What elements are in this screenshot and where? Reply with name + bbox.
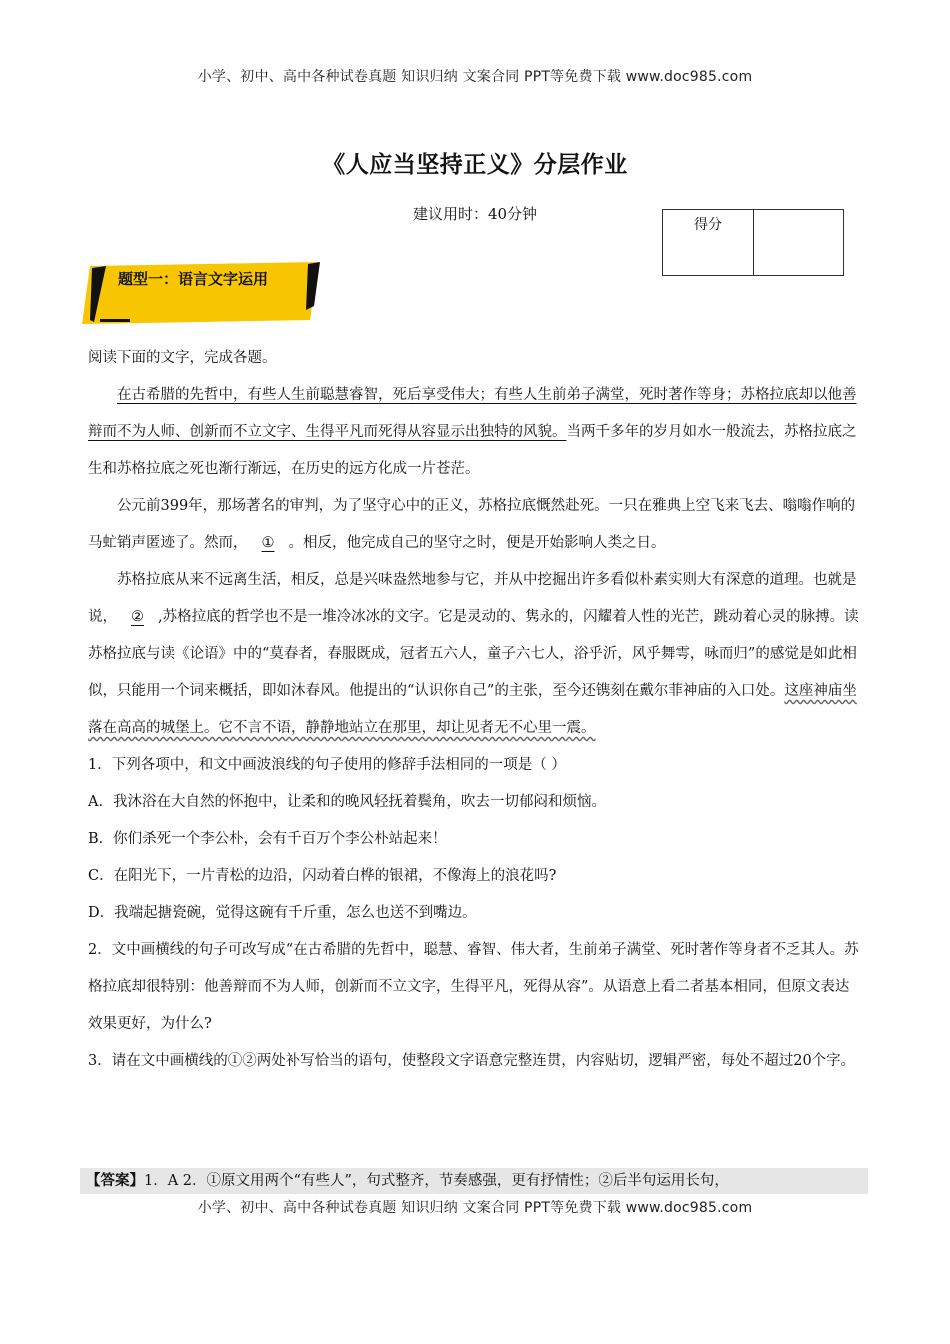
suggested-time: 建议用时：40分钟 — [412, 205, 538, 223]
blank-1: ① — [261, 535, 275, 551]
option-a: A．我沐浴在大自然的怀抱中，让柔和的晚风轻抚着鬓角，吹去一切郁闷和烦恼。 — [88, 794, 606, 810]
passage-text: ,苏格拉底的哲学也不是一堆冷冰冰的文字。它是灵动的、隽永的，闪耀着人性的光芒，跳动着心灵的脉搏。读苏格拉底与读《论语》中的“莫春者，春服既成，冠者五六人，童子六七人，浴乎沂，风乎舞雩，咏而归”的感觉是如此相似，只能用一个词来概括，即如沐春风。他提出的“认识你自己”的主张，至今还镌刻在戴尔菲神庙的入口处。 — [88, 609, 859, 699]
answer-tag: 【答案】 — [86, 1172, 144, 1189]
wavy-underlined-sentence: 这座神庙坐落在高高的城堡上。它不言不语，静静地站立在那里，却让见者无不心里一震。 — [88, 683, 857, 736]
instruction: 阅读下面的文字，完成各题。 — [88, 350, 277, 366]
banner-brush-right — [306, 262, 320, 310]
passage-text: 当两千多年的岁月如水一般流去，苏格拉底之生和苏格拉底之死也渐行渐远，在历史的远方化成一片苍茫。 — [88, 424, 857, 477]
option-c: C．在阳光下，一片青松的边沿，闪动着白桦的银裙，不像海上的浪花吗? — [88, 868, 557, 884]
underlined-sentence: 在古希腊的先哲中，有些人生前聪慧睿智，死后享受伟大；有些人生前弟子满堂，死时著作等身；苏格拉底却以他善辩而不为人师、创新而不立文字、生得平凡而死得从容显示出独特的风貌。 — [88, 387, 857, 440]
passage-text: 公元前399年，那场著名的审判，为了坚守心中的正义，苏格拉底慨然赴死。一只在雅典上空飞来飞去、嗡嗡作响的马虻销声匿迹了。然而， — [88, 498, 856, 551]
question-3: 3．请在文中画横线的①②两处补写恰当的语句，使整段文字语意完整连贯，内容贴切，逻辑严密，每处不超过20个字。 — [88, 1053, 856, 1069]
passage-paragraph-3 — [88, 562, 860, 747]
document-title: 《人应当坚持正义》分层作业 — [322, 152, 628, 178]
score-box — [662, 209, 844, 276]
question-1: 1．下列各项中，和文中画波浪线的句子使用的修辞手法相同的一项是（ ） — [88, 757, 566, 773]
header-watermark: 小学、初中、高中各种试卷真题 知识归纳 文案合同 PPT等免费下载 www.doc985.com — [197, 69, 753, 85]
passage-paragraph-1 — [88, 377, 860, 488]
passage-text: 。相反，他完成自己的坚守之时，便是开始影响人类之日。 — [288, 535, 666, 551]
score-value[interactable] — [754, 210, 843, 275]
blank-2: ② — [131, 609, 144, 625]
content-area — [88, 340, 860, 1080]
banner-brush-bottom — [100, 319, 130, 322]
question-2: 2．文中画横线的句子可改写成“在古希腊的先哲中，聪慧、睿智、伟大者，生前弟子满堂、死时著作等身者不乏其人。苏格拉底却很特别：他善辩而不为人师，创新而不立文字，生得平凡，死得从容”。从语意上看二者基本相同，但原文表达效果更好，为什么? — [88, 942, 859, 1032]
passage-text: 苏格拉底从来不远离生活，相反，总是兴味盎然地参与它，并从中挖掘出许多看似朴素实则大有深意的道理。也就是说， — [88, 572, 857, 625]
section-label: 题型一：语言文字运用 — [118, 270, 269, 288]
option-d: D．我端起搪瓷碗，觉得这碗有千斤重，怎么也送不到嘴边。 — [88, 905, 477, 921]
option-b: B．你们杀死一个李公朴，会有千百万个李公朴站起来！ — [88, 831, 447, 847]
score-label: 得分 — [663, 210, 754, 275]
passage-paragraph-2 — [88, 488, 860, 562]
answer-text: 1．A 2．①原文用两个“有些人”，句式整齐，节奏感强，更有抒情性；②后半句运用长句， — [144, 1173, 729, 1189]
answer-bar — [80, 1168, 868, 1194]
footer-watermark: 小学、初中、高中各种试卷真题 知识归纳 文案合同 PPT等免费下载 www.doc985.com — [197, 1200, 753, 1216]
